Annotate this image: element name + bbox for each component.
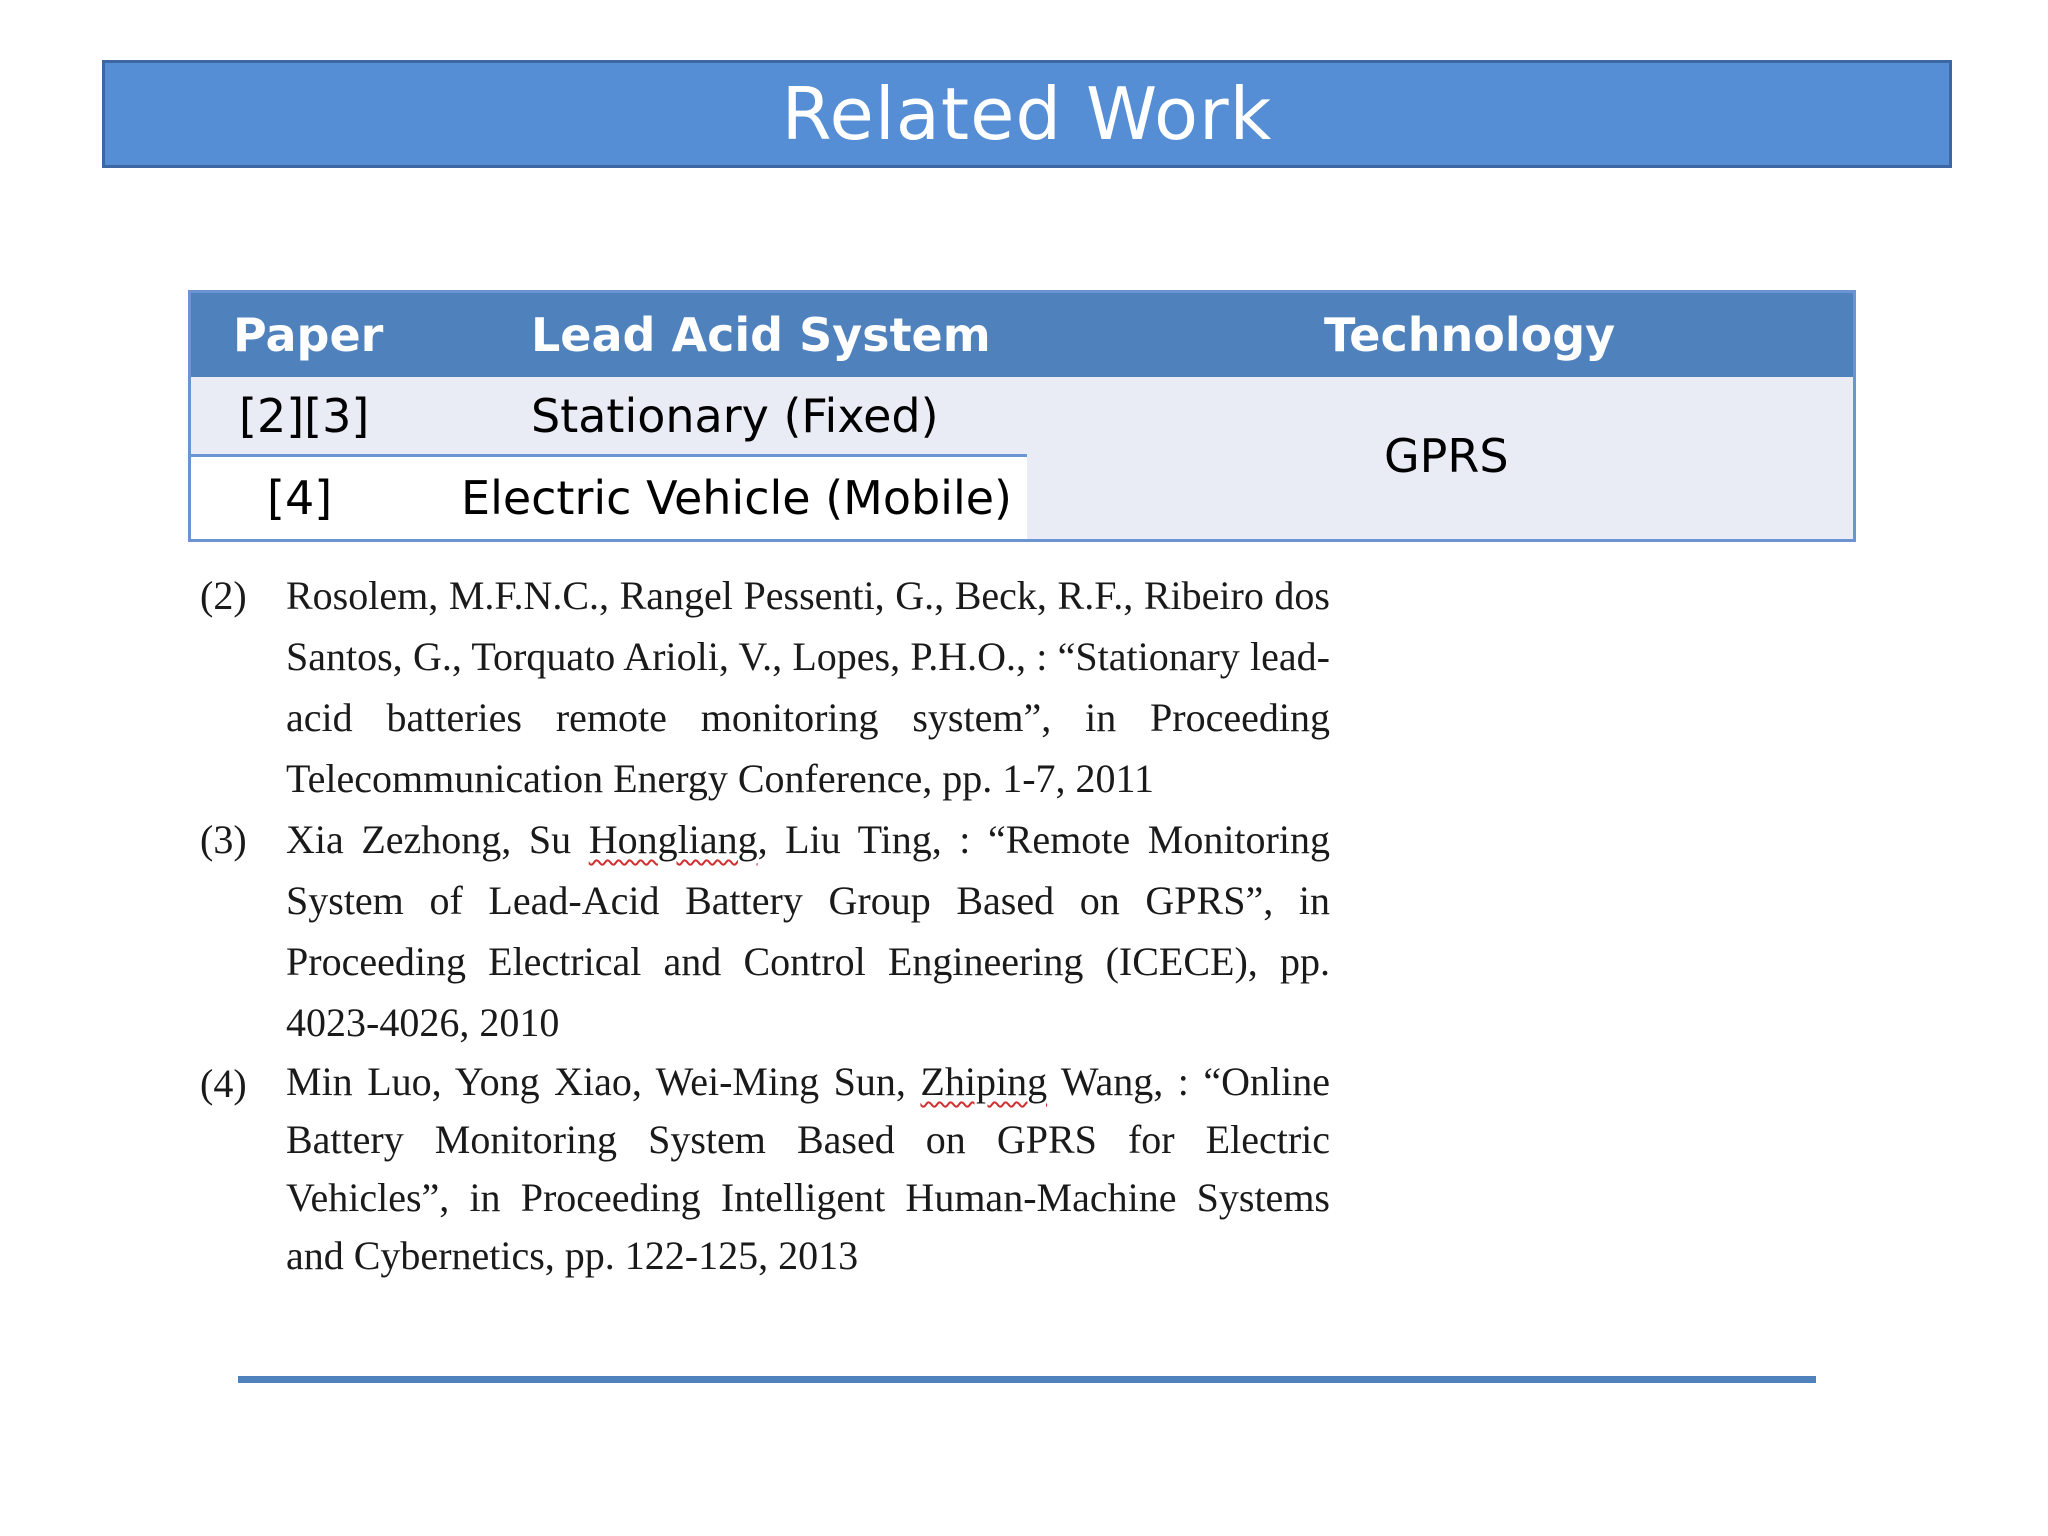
table-header-row (191, 293, 1853, 377)
spellcheck-word: Hongliang (588, 817, 758, 862)
technology-cell (1027, 377, 1853, 539)
reference-number: (4) (200, 1061, 247, 1106)
cell-system: Stationary (Fixed) (531, 389, 939, 443)
reference-number: (3) (200, 817, 247, 862)
reference-item (200, 565, 1330, 809)
reference-text: Min Luo, Yong Xiao, Wei-Ming Sun, Zhiping Wang, : “Online Battery Monitoring System Based on GPRS for Electric Vehicles”, in Proceeding Intelligent Human-Machine Systems and Cybernetics, pp. 122-125, 2013 (286, 1059, 1330, 1278)
reference-number: (2) (200, 573, 247, 618)
reference-list (200, 565, 1330, 1285)
header-paper: Paper (233, 308, 384, 362)
cell-system: Electric Vehicle (Mobile) (461, 471, 1012, 525)
bottom-divider (238, 1376, 1816, 1383)
table-row (191, 457, 1027, 539)
reference-text: Xia Zezhong, Su Hongliang, Liu Ting, : “Remote Monitoring System of Lead-Acid Battery Group Based on GPRS”, in Proceeding Electrical and Control Engineering (ICECE), pp. 4023-4026, 2010 (286, 817, 1330, 1045)
cell-paper: [2][3] (239, 389, 370, 443)
spellcheck-word: Zhiping (920, 1059, 1048, 1104)
title-bar (102, 60, 1952, 168)
table-row (191, 377, 1027, 457)
header-lead-acid-system: Lead Acid System (531, 308, 991, 362)
header-technology: Technology (1324, 308, 1616, 362)
slide-title: Related Work (781, 72, 1273, 156)
cell-technology: GPRS (1384, 429, 1509, 483)
reference-item (200, 809, 1330, 1053)
related-work-table (188, 290, 1856, 542)
reference-text: Rosolem, M.F.N.C., Rangel Pessenti, G., Beck, R.F., Ribeiro dos Santos, G., Torquato Arioli, V., Lopes, P.H.O., : “Stationary lead-acid batteries remote monitoring system”, in Proceeding Telecommunication Energy Conference, pp. 1-7, 2011 (286, 573, 1330, 801)
reference-item (200, 1053, 1330, 1285)
cell-paper: [4] (267, 471, 333, 525)
